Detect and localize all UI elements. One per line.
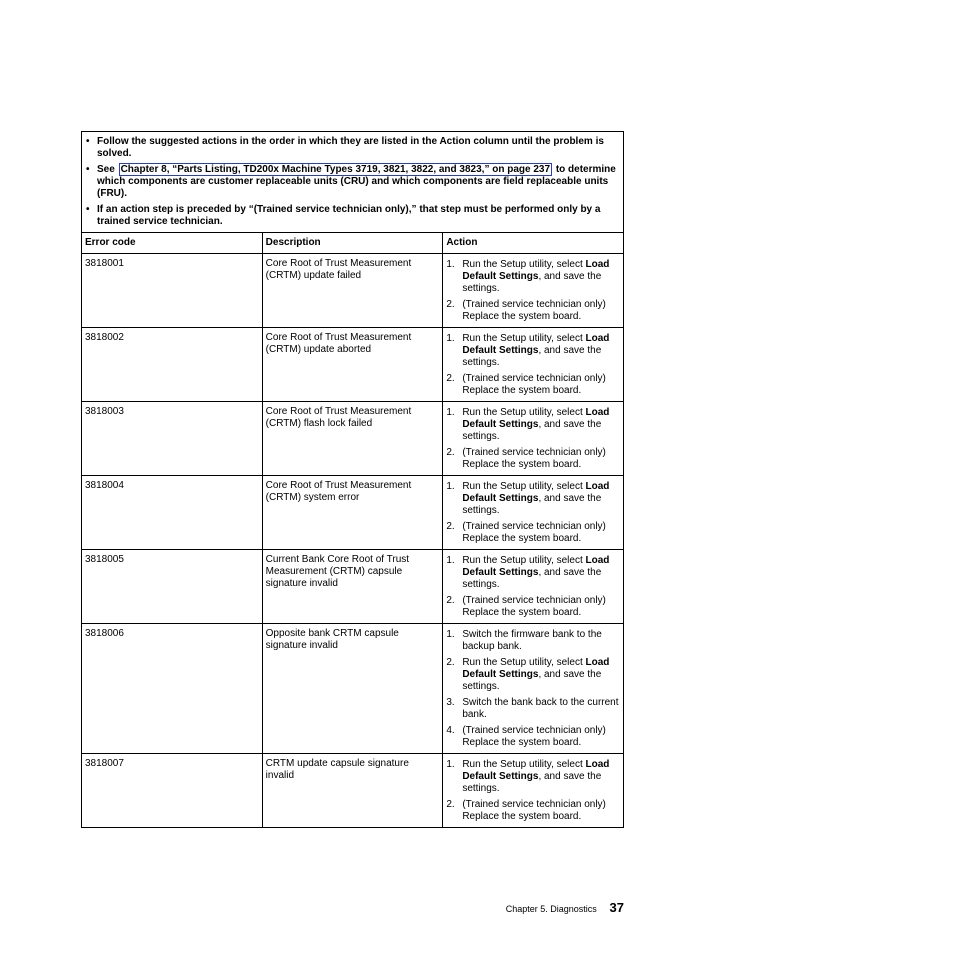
- table-row: [82, 550, 624, 624]
- step-number: 1.: [446, 759, 455, 770]
- table-row: [82, 328, 624, 402]
- error-description: Opposite bank CRTM capsule signature invalid: [262, 624, 443, 754]
- step-number: 1.: [446, 481, 455, 492]
- step-text: Switch the bank back to the current bank.: [462, 697, 619, 720]
- action-cell: [443, 254, 624, 328]
- step-number: 2.: [446, 521, 455, 532]
- step-text: Run the Setup utility, select: [462, 759, 586, 770]
- note-item: [85, 164, 619, 200]
- action-steps: [446, 259, 619, 323]
- action-steps: [446, 481, 619, 545]
- step-text: Run the Setup utility, select: [462, 657, 586, 668]
- error-description: Core Root of Trust Measurement (CRTM) flash lock failed: [262, 402, 443, 476]
- note-text: If an action step is preceded by “(Trained service technician only),” that step must be performed only by a trained service technician.: [97, 204, 601, 227]
- error-description: Core Root of Trust Measurement (CRTM) update failed: [262, 254, 443, 328]
- step-number: 1.: [446, 333, 455, 344]
- step-text: (Trained service technician only) Replace the system board.: [462, 799, 606, 822]
- page-footer: [506, 900, 624, 915]
- step-number: 2.: [446, 595, 455, 606]
- step-text: Run the Setup utility, select: [462, 259, 586, 270]
- header-action: Action: [443, 233, 624, 254]
- step-text: (Trained service technician only) Replace the system board.: [462, 447, 606, 470]
- step-number: 2.: [446, 657, 455, 668]
- action-step: [446, 299, 619, 323]
- footer-chapter: Chapter 5. Diagnostics: [505, 904, 597, 914]
- action-step: [446, 407, 619, 443]
- load-default-settings-label: Load Default Settings: [462, 555, 610, 578]
- action-step: [446, 725, 619, 749]
- error-code: 3818003: [82, 402, 263, 476]
- action-step: [446, 629, 619, 653]
- step-number: 1.: [446, 629, 455, 640]
- notes-row: [82, 132, 624, 233]
- action-steps: [446, 333, 619, 397]
- notes-cell: [82, 132, 624, 233]
- step-text: , and save the settings.: [462, 271, 602, 294]
- error-description: Current Bank Core Root of Trust Measurement (CRTM) capsule signature invalid: [262, 550, 443, 624]
- action-step: [446, 657, 619, 693]
- action-step: [446, 481, 619, 517]
- step-text: Switch the firmware bank to the backup bank.: [462, 629, 602, 652]
- load-default-settings-label: Load Default Settings: [462, 759, 610, 782]
- step-text: (Trained service technician only) Replace the system board.: [462, 595, 606, 618]
- step-number: 1.: [446, 555, 455, 566]
- header-row: [82, 233, 624, 254]
- bullet-icon: •: [86, 164, 90, 175]
- step-number: 4.: [446, 725, 455, 736]
- header-description: Description: [262, 233, 443, 254]
- step-number: 2.: [446, 299, 455, 310]
- action-step: [446, 259, 619, 295]
- action-step: [446, 521, 619, 545]
- note-text: See: [97, 164, 115, 175]
- step-number: 2.: [446, 799, 455, 810]
- note-item: [85, 136, 619, 160]
- action-cell: [443, 328, 624, 402]
- action-step: [446, 799, 619, 823]
- load-default-settings-label: Load Default Settings: [462, 657, 610, 680]
- action-step: [446, 373, 619, 397]
- page-number: 37: [609, 900, 624, 915]
- load-default-settings-label: Load Default Settings: [462, 333, 610, 356]
- action-step: [446, 697, 619, 721]
- error-code-table: [81, 131, 624, 828]
- table-row: [82, 476, 624, 550]
- step-text: Run the Setup utility, select: [462, 333, 586, 344]
- step-text: , and save the settings.: [462, 669, 602, 692]
- error-code: 3818005: [82, 550, 263, 624]
- step-number: 3.: [446, 697, 455, 708]
- action-cell: [443, 402, 624, 476]
- action-step: [446, 447, 619, 471]
- action-cell: [443, 754, 624, 828]
- bullet-icon: •: [86, 204, 90, 215]
- action-steps: [446, 629, 619, 749]
- step-text: Run the Setup utility, select: [462, 407, 586, 418]
- step-text: (Trained service technician only) Replace the system board.: [462, 299, 606, 322]
- error-description: Core Root of Trust Measurement (CRTM) update aborted: [262, 328, 443, 402]
- step-text: , and save the settings.: [462, 771, 602, 794]
- step-number: 2.: [446, 447, 455, 458]
- error-code: 3818001: [82, 254, 263, 328]
- table-row: [82, 402, 624, 476]
- note-text: to determine which components are customer replaceable units (CRU) and which components are field replaceable units (FRU).: [97, 164, 616, 199]
- error-description: CRTM update capsule signature invalid: [262, 754, 443, 828]
- load-default-settings-label: Load Default Settings: [462, 259, 610, 282]
- step-text: , and save the settings.: [462, 567, 602, 590]
- step-text: (Trained service technician only) Replace the system board.: [462, 373, 606, 396]
- step-text: , and save the settings.: [462, 419, 602, 442]
- header-error-code: Error code: [82, 233, 263, 254]
- step-number: 1.: [446, 259, 455, 270]
- load-default-settings-label: Load Default Settings: [462, 481, 610, 504]
- note-item: [85, 204, 619, 228]
- table-row: [82, 254, 624, 328]
- error-code: 3818004: [82, 476, 263, 550]
- step-text: Run the Setup utility, select: [462, 555, 586, 566]
- action-steps: [446, 555, 619, 619]
- step-text: Run the Setup utility, select: [462, 481, 586, 492]
- table-row: [82, 624, 624, 754]
- step-number: 1.: [446, 407, 455, 418]
- load-default-settings-label: Load Default Settings: [462, 407, 610, 430]
- note-text: Follow the suggested actions in the order in which they are listed in the Action column until the problem is solved.: [97, 136, 604, 159]
- bullet-icon: •: [86, 136, 90, 147]
- step-number: 2.: [446, 373, 455, 384]
- error-code: 3818002: [82, 328, 263, 402]
- error-description: Core Root of Trust Measurement (CRTM) system error: [262, 476, 443, 550]
- action-step: [446, 333, 619, 369]
- action-cell: [443, 624, 624, 754]
- action-step: [446, 555, 619, 591]
- action-step: [446, 759, 619, 795]
- table-row: [82, 754, 624, 828]
- action-steps: [446, 759, 619, 823]
- step-text: , and save the settings.: [462, 345, 602, 368]
- step-text: (Trained service technician only) Replace the system board.: [462, 725, 606, 748]
- error-code: 3818007: [82, 754, 263, 828]
- action-cell: [443, 550, 624, 624]
- action-step: [446, 595, 619, 619]
- chapter-8-link[interactable]: Chapter 8, “Parts Listing, TD200x Machine Types 3719, 3821, 3822, and 3823,” on page 237: [120, 164, 551, 175]
- action-steps: [446, 407, 619, 471]
- error-code: 3818006: [82, 624, 263, 754]
- step-text: , and save the settings.: [462, 493, 602, 516]
- step-text: (Trained service technician only) Replace the system board.: [462, 521, 606, 544]
- action-cell: [443, 476, 624, 550]
